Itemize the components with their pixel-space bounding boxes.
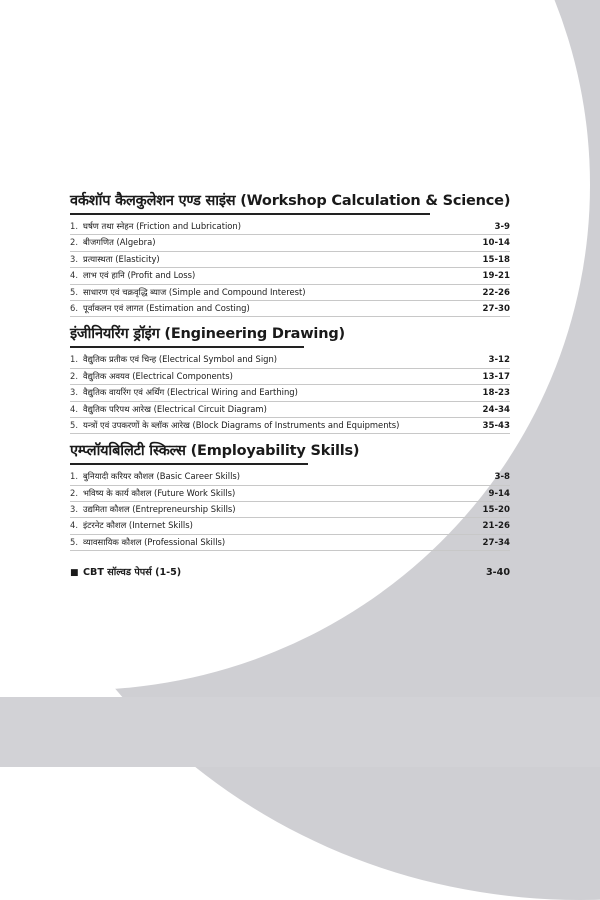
- cbt-label: CBT सॉल्वड पेपर्स (1-5): [83, 567, 182, 579]
- toc-item[interactable]: [70, 402, 510, 418]
- item-pages: 10-14: [482, 238, 510, 249]
- item-label: यन्त्रों एवं उपकरणों के ब्लॉक आरेख (Block Diagrams of Instruments and Equipments): [83, 419, 400, 430]
- item-label: वैद्युतिक परिपथ आरेख (Electrical Circuit Diagram): [83, 403, 267, 414]
- toc-item[interactable]: [70, 418, 510, 434]
- item-number: 3.: [70, 387, 78, 398]
- item-label: व्यावसायिक कौशल (Professional Skills): [83, 536, 226, 547]
- table-of-contents: [70, 190, 510, 578]
- item-pages: 35-43: [482, 420, 510, 431]
- section-title: एम्प्लॉयबिलिटी स्किल्स (Employability Skills): [70, 440, 308, 465]
- toc-item[interactable]: [70, 235, 510, 251]
- section-items: [70, 352, 510, 434]
- toc-item[interactable]: [70, 352, 510, 368]
- toc-item[interactable]: [70, 502, 510, 518]
- toc-item[interactable]: [70, 301, 510, 317]
- section-title: इंजीनियरिंग ड्रॉइंग (Engineering Drawing): [70, 323, 304, 348]
- toc-item[interactable]: [70, 385, 510, 401]
- toc-item[interactable]: [70, 486, 510, 502]
- item-number: 4.: [70, 403, 78, 414]
- item-number: 2.: [70, 237, 78, 248]
- item-label: पूर्वाकलन एवं लागत (Estimation and Costing): [83, 302, 250, 313]
- section-engineering-drawing: [70, 323, 510, 434]
- item-pages: 27-34: [482, 537, 510, 548]
- cbt-pages: 3-40: [485, 567, 510, 579]
- item-pages: 21-26: [482, 521, 510, 532]
- section-employability-skills: [70, 440, 510, 551]
- item-number: 2.: [70, 370, 78, 381]
- toc-item[interactable]: [70, 535, 510, 551]
- section-items: [70, 469, 510, 551]
- item-label: इंटरनेट कौशल (Internet Skills): [83, 520, 193, 531]
- toc-item[interactable]: [70, 268, 510, 284]
- bottom-band: [0, 697, 600, 767]
- item-number: 4.: [70, 520, 78, 531]
- item-number: 4.: [70, 270, 78, 281]
- item-pages: 27-30: [482, 303, 510, 314]
- section-title: वर्कशॉप कैलकुलेशन एण्ड साइंस (Workshop Calculation & Science): [70, 190, 430, 215]
- item-pages: 9-14: [488, 488, 510, 499]
- item-pages: 19-21: [482, 271, 510, 282]
- item-label: उद्यमिता कौशल (Entrepreneurship Skills): [83, 504, 236, 515]
- item-number: 3.: [70, 504, 78, 515]
- item-pages: 22-26: [482, 287, 510, 298]
- square-bullet-icon: ■: [70, 568, 79, 579]
- item-number: 2.: [70, 487, 78, 498]
- item-label: वैद्युतिक प्रतीक एवं चिन्ह (Electrical Symbol and Sign): [83, 354, 278, 365]
- item-pages: 24-34: [482, 404, 510, 415]
- toc-item[interactable]: [70, 285, 510, 301]
- item-label: वैद्युतिक वायरिंग एवं अर्थिंग (Electrical Wiring and Earthing): [83, 387, 298, 398]
- item-number: 5.: [70, 536, 78, 547]
- item-pages: 3-12: [488, 355, 510, 366]
- cbt-solved-papers[interactable]: [70, 565, 510, 578]
- toc-item[interactable]: [70, 518, 510, 534]
- item-label: साधारण एवं चक्रवृद्धि ब्याज (Simple and Compound Interest): [83, 286, 306, 297]
- item-number: 6.: [70, 302, 78, 313]
- item-number: 3.: [70, 253, 78, 264]
- item-number: 1.: [70, 354, 78, 365]
- item-pages: 13-17: [482, 371, 510, 382]
- item-label: बुनियादी करियर कौशल (Basic Career Skills): [83, 471, 241, 482]
- item-label: प्रत्यास्थता (Elasticity): [83, 253, 160, 264]
- item-pages: 3-9: [494, 222, 510, 232]
- toc-item[interactable]: [70, 369, 510, 385]
- item-pages: 18-23: [482, 388, 510, 399]
- item-pages: 3-8: [494, 472, 510, 483]
- item-number: 5.: [70, 419, 78, 430]
- item-pages: 15-18: [482, 254, 510, 265]
- section-items: [70, 219, 510, 317]
- toc-item[interactable]: [70, 469, 510, 485]
- item-label: बीजगणित (Algebra): [83, 237, 156, 248]
- item-number: 1.: [70, 471, 78, 482]
- item-number: 5.: [70, 286, 78, 297]
- item-pages: 15-20: [482, 505, 510, 516]
- item-label: घर्षण तथा स्नेहन (Friction and Lubrication): [83, 221, 242, 231]
- item-label: लाभ एवं हानि (Profit and Loss): [83, 270, 196, 281]
- toc-item[interactable]: [70, 252, 510, 268]
- item-label: वैद्युतिक अवयव (Electrical Components): [83, 370, 233, 381]
- toc-item[interactable]: [70, 219, 510, 235]
- item-label: भविष्य के कार्य कौशल (Future Work Skills): [83, 487, 236, 498]
- item-number: 1.: [70, 221, 78, 231]
- section-workshop: [70, 190, 510, 317]
